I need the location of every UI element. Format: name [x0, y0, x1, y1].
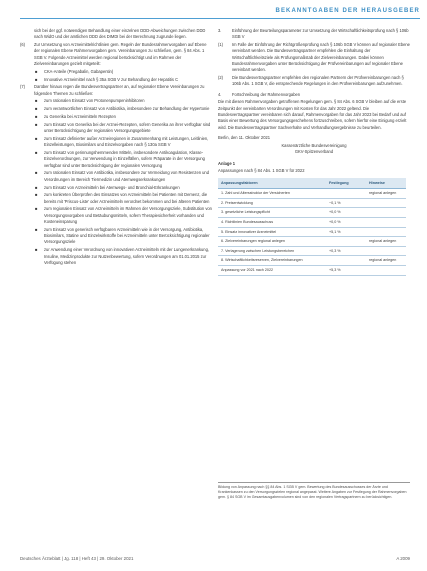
bullet-item: ■ zum rationalen Einsatz von Antibiotika, insbesondere zur Vermeidung von Resistenzen und Verordnungen im Bereich Tiermedizin und Atemwegserkrankungen — [35, 170, 209, 182]
table-header-row — [218, 178, 406, 189]
table-cell: 7. Verlagerung zwischen Leistungsbereichen — [218, 246, 326, 256]
annex-title: Anlage 1 — [218, 161, 236, 167]
table-body — [218, 189, 406, 275]
table-header: Festlegung — [326, 178, 366, 189]
table-row — [218, 237, 406, 247]
table-cell: +0,0 % — [326, 208, 366, 218]
place-date: Berlin, den 11. Oktober 2021 — [218, 134, 271, 140]
table-cell: Anpassung vor 2021 nach 2022 — [218, 265, 326, 275]
section-number: (6) — [20, 42, 26, 48]
section-3-1 — [218, 42, 410, 73]
section-heading: Einführung der Beurteilungsparameter zur Umsetzung der Wirtschaftlichkeitsprüfung nach § 106b SGB V — [232, 28, 409, 40]
bullet-item: ■ zum konkreten Überprüfen des Einsatzes von Arzneimitteln bei Patienten mit Demenz, die bereits mit 'Priscus-Liste' oder Arzneimitteln verordnet bekommen und bei älteren Patienten — [35, 192, 210, 204]
section-6 — [20, 42, 212, 67]
table-cell: +5,1 % — [326, 227, 366, 237]
section-text: Die Bundesvertragspartner empfehlen den regionalen Partnern der Prüfvereinbarungen nach § 106b Abs. 1 SGB V, die entsprechende Regelungen in den Prüfvereinbarungen aufzunehmen. — [232, 75, 404, 87]
signature-org-2: GKV-Spitzenverband — [294, 149, 334, 155]
section-4-text: Die mit diesen Rahmenvorgaben getroffenen Regelungen gem. § 84 Abs. 6 SGB V bleiben auf die erste Zeitpunkt der vereinbarten Verordnungen mit Kosten für das Jahr 2022 geltend. Die Bundesvertragspartner vereinbaren sich darauf, Rahmenvorgaben für das Jahr 2023 bei Bedarf und auf Basis einer Bewertung des Versorgungsgeschehens fortzuschreiben, sofern hierfür eine Einigung erzielt wird. Die Bundesvertragspartner Sachverhalte und Verhandlungsergebnisse zu beurteilen. — [218, 99, 407, 130]
section-number: 3. — [218, 28, 222, 33]
bullet-item: ■ zur Anwendung einer Verordnung von innovativen Arzneimitteln mit der Lungenerkrankung, Insuline, Medizinprodukte zur Nutzenbewertung, sofern Verordnungen am 01.01.2015 zur Verfügung stehen — [35, 247, 209, 265]
table-cell: regional anlegen — [366, 189, 406, 199]
section-number: (1) — [218, 42, 224, 48]
table-cell: 6. Zielvereinbarungen regional anlegen — [218, 237, 326, 247]
table-cell: −0,1 % — [326, 198, 366, 208]
section-number: (2) — [218, 75, 224, 81]
intro-paragraph: sich bei der ggf. notwendigen Behandlung einer einzelnen DDD-Abweichungen zwischen DDD nach WidO und der amtlichen DDD des DIMDI bei der Berechnung zugrunde liegen. — [34, 28, 206, 40]
bullet-item: ■ zum Einsatz von Arzneimitteln bei Atemwegs- und Bronchial-Erkrankungen — [35, 184, 180, 190]
table-cell: +0,3 % — [326, 246, 366, 256]
table-cell: regional anlegen — [366, 237, 406, 247]
section-number: (7) — [20, 84, 26, 90]
table-cell: regional anlegen — [366, 256, 406, 266]
section-4 — [218, 92, 410, 98]
table-row — [218, 218, 406, 228]
bullet-item: ■ zum Einsatz von Generika bei der Arznei-Rezepten, sofern Generika an ihrer verfügbar sind unter Berücksichtigung der regionalen Versorgungsgebiete — [35, 121, 211, 134]
section-number: 4. — [218, 91, 222, 97]
table-row — [218, 198, 406, 208]
table-row — [218, 256, 406, 266]
bullet-item: ■ zum regionalen Einsatz von Arzneimitteln im Rahmen der Versorgungsziele, Substitution von Versorgungsvorgaben und Betäubungsmitteln, sofern Therapiesicherheit vorhanden und Kosteneinsparung — [35, 206, 212, 225]
left-column — [20, 28, 212, 268]
table-cell: +0,0 % — [326, 218, 366, 228]
table-header: Anpassungsfaktoren — [218, 178, 326, 189]
table-cell — [366, 208, 406, 218]
table-cell — [326, 237, 366, 247]
footnote: Bildung von Anpassung nach §§ 84 Abs. 1 SGB V gem. Bewertung des Bundesausschusses der Ärzte und Krankenkassen zu den Versorgungszielen regional angepasst. Weitere Angaben zur Festlegung der Rahmenvorgaben gem. § 84 SGB V im Gesamtausgabenvolumen sind von den regionalen Vertragspartnern zu berücksichtigen. — [218, 482, 410, 500]
table-cell: 3. gesetzliche Leistungspflicht — [218, 208, 326, 218]
table-cell: 2. Preisentwicklung — [218, 198, 326, 208]
bullet-item: ■ zu Generika bei Arzneimitteln Rezepten — [35, 114, 116, 120]
section-3-2 — [218, 75, 410, 88]
bullet-item: ■ Innovative Arzneimittel nach § 35a SGB V zur Behandlung der Hepatitis C — [35, 76, 179, 82]
table-row — [218, 227, 406, 237]
page-number: A 2009 — [396, 556, 410, 561]
table-cell: 5. Einsatz innovativer Arzneimittel — [218, 227, 326, 237]
section-text: Darüber hinaus regen die Bundesvertragspartner an, auf regionaler Ebene Vereinbarungen zu folgenden Themen zu schließen: — [34, 84, 205, 96]
table-cell — [366, 218, 406, 228]
section-header: BEKANNTGABEN DER HERAUSGEBER — [275, 8, 420, 14]
table-row — [218, 246, 406, 256]
table-header: Hinweise — [366, 178, 406, 189]
table-cell: 1. Zahl und Altersstruktur der Versicherten — [218, 189, 326, 199]
table-row — [218, 265, 406, 275]
section-text: Im Falle der Einführung der Richtgrößenprüfung nach § 106b SGB V können auf regionaler Ebene vereinbart werden. Die Bundesvertragspartner empfehlen die Einhaltung der Wirtschaftlichkeitsziele als Prüfungsmaßstab der Zielvereinbarungen. Dabei können Bundesrahmenvorgaben unter Berücksichtigung der Prüfvereinbarungen auf regionaler Ebene vereinbart werden. — [232, 42, 410, 73]
bullet-item: ■ zum verantwortlichen Einsatz von Antibiotika, insbesondere zur Behandlung der Hypertonie — [35, 106, 210, 112]
table-cell — [366, 246, 406, 256]
signature-org-1: Kassenärztliche Bundesvereinigung — [281, 142, 347, 148]
annex-subtitle: Anpassungen nach § 84 Abs. 1 SGB V für 2022 — [218, 167, 305, 173]
table-row — [218, 189, 406, 199]
adjustment-table — [218, 178, 406, 276]
section-3 — [218, 28, 410, 41]
table-cell — [366, 198, 406, 208]
section-heading: Fortschreibung der Rahmenvorgaben — [232, 91, 301, 97]
table-cell: 8. Wirtschaftlichkeitsreserven, Zielvereinbarungen — [218, 256, 326, 266]
right-column — [218, 28, 410, 276]
table-cell — [326, 189, 366, 199]
table-cell: +5,3 % — [326, 265, 366, 275]
section-7 — [20, 84, 212, 97]
table-cell — [366, 227, 406, 237]
table-cell: 4. Richtlinien Bundesausschuss — [218, 218, 326, 228]
table-cell — [366, 265, 406, 275]
bullet-item: ■ zum Einsatz von gerinnungshemmenden Mitteln, insbesondere Antikoagulation, Klasse-Einzelverordnungen, zur Verwendung in Einzelfällen, sofern Präparate in der Versorgung verfügbar sind unter Berücksichtigung der regionalen Versorgung — [35, 150, 205, 168]
bullet-item: ■ CKA-Anteile (Pregabalin, Gabapentin) — [35, 68, 114, 74]
bullet-item: ■ zum rationalen Einsatz von Protonenpumpeninhibitoren — [35, 98, 145, 104]
section-text: Zur Umsetzung von Arzneimittelrichtlinien gem. Regeln der Bundesrahmenvorgaben auf Ebene der regionalen Ebene Rahmenvorgaben gem. Vereinbarungen zu schließen, gem. § 84 Abs. 1 SGB V. Folgende Arzneimittel werden regional berücksichtigt und im Rahmen der Zielvereinbarungen gezielt mitgeteilt: — [34, 42, 207, 66]
journal-footer: Deutsches Ärzteblatt | Jg. 118 | Heft 43 | 29. Oktober 2021 — [20, 556, 134, 561]
bullet-item: ■ zum Einsatz definierter außer Arzneiregionen in Zusammenhang mit Leistungen, Leitlinien, Einzelleistungen, Biosimilars und Einzelvorgaben nach § 130a SGB V — [35, 135, 209, 148]
header-rule — [20, 18, 420, 19]
table-row — [218, 208, 406, 218]
table-cell — [326, 256, 366, 266]
bullet-item: ■ zum Einsatz von generisch verfügbaren Arzneimitteln wie in der Versorgung, Antibiotika, Biosimilars, Statine und Einzelwirkstoffe bei Arzneimitteln unter Berücksichtigung regionaler Versorgungsziele — [35, 226, 210, 245]
